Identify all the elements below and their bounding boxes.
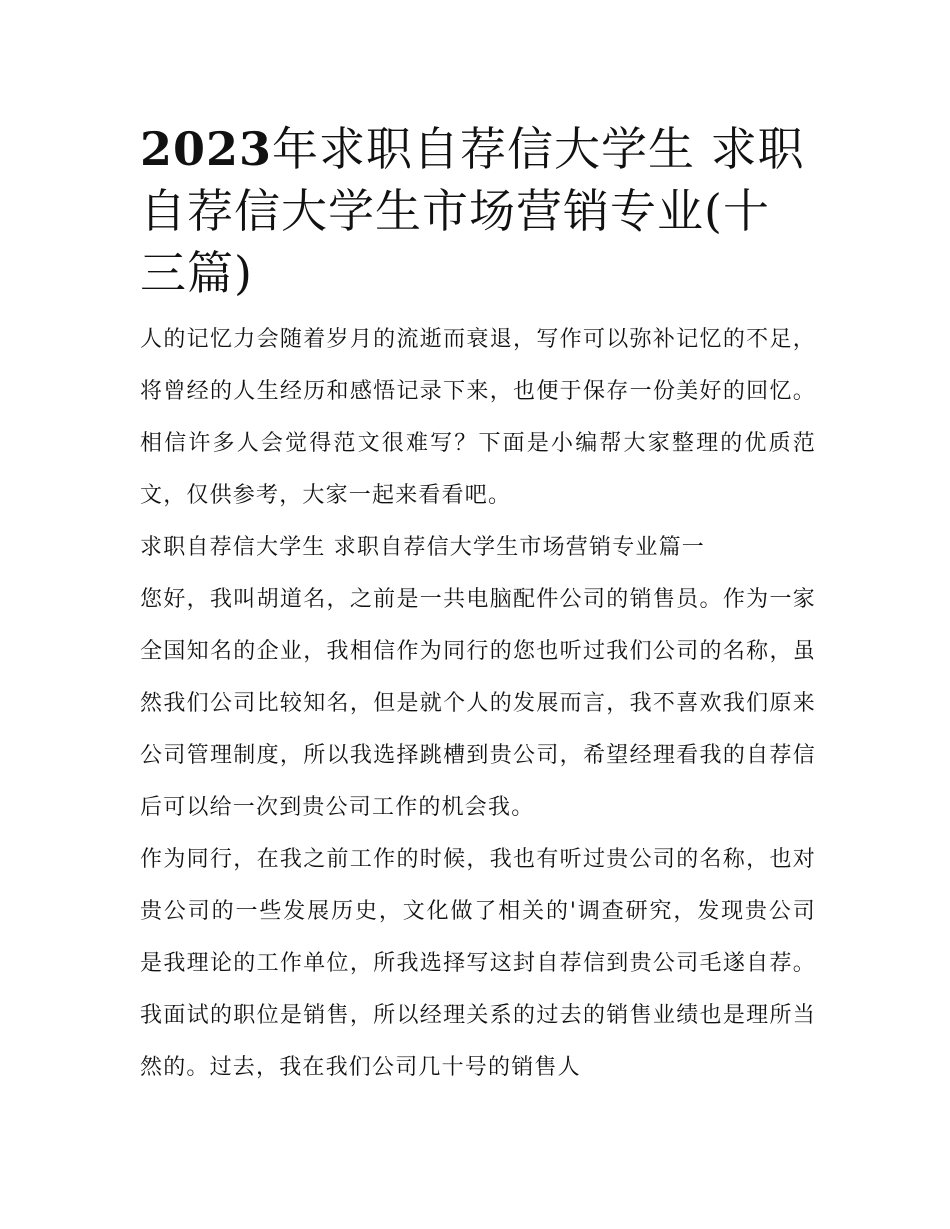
intro-paragraph: 人的记忆力会随着岁月的流逝而衰退，写作可以弥补记忆的不足，将曾经的人生经历和感悟记录下来，也便于保存一份美好的回忆。相信许多人会觉得范文很难写？下面是小编帮大家整理的优质范文，仅供参考，大家一起来看看吧。 — [140, 327, 816, 508]
section-heading: 求职自荐信大学生 求职自荐信大学生市场营销专业篇一 — [140, 535, 705, 560]
title-text: 年求职自荐信大学生 求职自荐信大学生市场营销专业(十三篇) — [140, 122, 805, 300]
body-paragraph-1: 您好，我叫胡道名，之前是一共电脑配件公司的销售员。作为一家全国知名的企业，我相信作为同行的您也听过我们公司的名称，虽然我们公司比较知名，但是就个人的发展而言，我不喜欢我们原来公司管理制度，所以我选择跳槽到贵公司，希望经理看我的自荐信后可以给一次到贵公司工作的机会我。 — [140, 587, 816, 820]
body-paragraph-2: 作为同行，在我之前工作的时候，我也有听过贵公司的名称，也对贵公司的一些发展历史，文化做了相关的'调查研究，发现贵公司是我理论的工作单位，所我选择写这封自荐信到贵公司毛遂自荐。我面试的职位是销售，所以经理关系的过去的销售业绩也是理所当然的。过去，我在我们公司几十号的销售人 — [140, 847, 816, 1080]
document-title — [140, 118, 816, 304]
document-page — [140, 118, 816, 1094]
title-year: 2023 — [140, 122, 273, 176]
